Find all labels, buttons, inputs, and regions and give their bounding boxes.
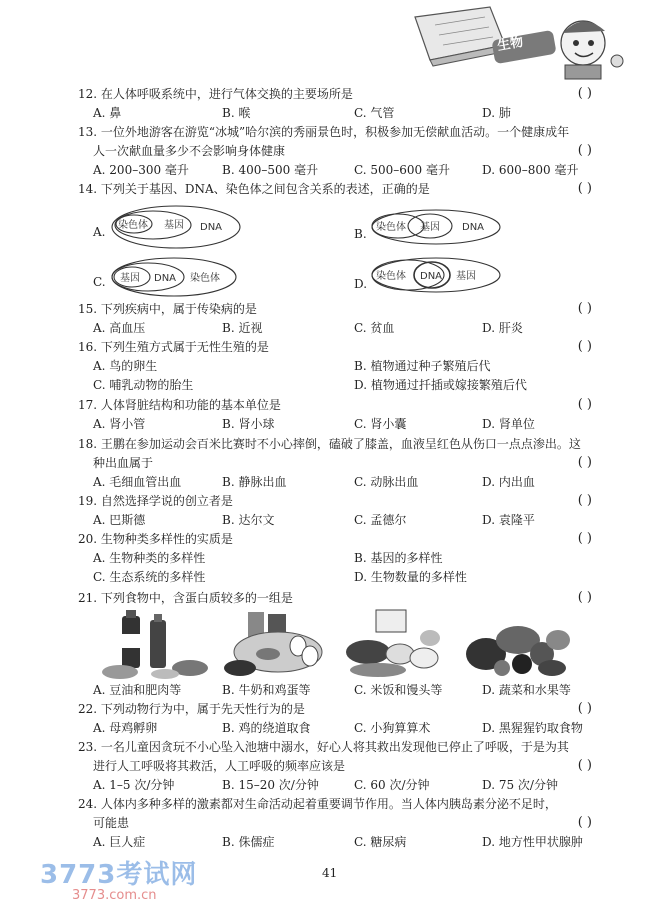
q14-diagram-c [108,255,248,301]
q13-stem-line2: 人一次献血量多少不会影响身体健康 [93,144,286,158]
q12-option-c: C. 气管 [354,106,395,120]
q17-option-d: D. 肾单位 [482,417,535,431]
q18-option-a: A. 毛细血管出血 [93,475,182,489]
q18-answer-paren: ( ) [577,455,592,470]
q13-answer-paren: ( ) [577,143,592,158]
q17-option-b: B. 肾小球 [222,417,275,431]
q19-option-c: C. 孟德尔 [354,513,407,527]
q24-option-c: C. 糖尿病 [354,835,407,849]
q16-option-b: B. 植物通过种子繁殖后代 [354,359,491,373]
q21-answer-paren: ( ) [577,590,592,605]
q21-option-a: A. 豆油和肥肉等 [93,683,182,697]
q22-option-d: D. 黑猩猩钓取食物 [482,721,583,735]
q18-stem-line2: 种出血属于 [93,456,154,470]
q22-option-c: C. 小狗算算术 [354,721,431,735]
subject-label: 生物 [496,34,525,55]
q21-option-d: D. 蔬菜和水果等 [482,683,571,697]
q23-stem-line1: 23. 一名儿童因贪玩不小心坠入池塘中溺水，好心人将其救出发现他已停止了呼吸，于是为其 [78,740,569,754]
q20-answer-paren: ( ) [577,531,592,546]
q20-option-b: B. 基因的多样性 [354,551,443,565]
q24-option-b: B. 侏儒症 [222,835,275,849]
q12-answer-paren: ( ) [577,86,592,101]
q22-option-a: A. 母鸡孵卵 [93,721,158,735]
q14-option-a: A. [93,225,106,239]
q20-stem: 20. 生物种类多样性的实质是 [78,532,233,546]
q14-a-label-chromosome: 染色体 [118,220,148,231]
q24-option-a: A. 巨人症 [93,835,146,849]
q24-answer-paren: ( ) [577,815,592,830]
q15-option-d: D. 肝炎 [482,321,523,335]
q24-stem-line1: 24. 人体内多种多样的激素都对生命活动起着重要调节作用。当人体内胰岛素分泌不足时， [78,797,557,811]
q17-stem: 17. 人体肾脏结构和功能的基本单位是 [78,398,281,412]
q14-stem: 14. 下列关于基因、DNA、染色体之间包含关系的表述，正确的是 [78,182,430,196]
q18-option-b: B. 静脉出血 [222,475,287,489]
q20-option-c: C. 生态系统的多样性 [93,570,206,584]
q15-option-b: B. 近视 [222,321,263,335]
q19-option-d: D. 袁隆平 [482,513,535,527]
q18-option-c: C. 动脉出血 [354,475,419,489]
q14-b-label-dna: DNA [462,222,485,233]
q14-d-label-gene: 基因 [456,271,476,282]
q19-answer-paren: ( ) [577,493,592,508]
q14-b-label-chromosome: 染色体 [376,222,406,233]
q18-stem-line1: 18. 王鹏在参加运动会百米比赛时不小心摔倒，磕破了膝盖，血液呈红色从伤口一点点渗出。这 [78,437,581,451]
q16-answer-paren: ( ) [577,339,592,354]
q15-stem: 15. 下列疾病中，属于传染病的是 [78,302,257,316]
q23-option-c: C. 60 次/分钟 [354,778,430,792]
q16-option-d: D. 植物通过扦插或嫁接繁殖后代 [354,378,527,392]
q13-option-a: A. 200–300 毫升 [93,163,189,177]
food-image-rice-and-buns [338,608,448,680]
q22-stem: 22. 下列动物行为中，属于先天性行为的是 [78,702,305,716]
q14-answer-paren: ( ) [577,181,592,196]
q14-diagram-b [368,208,508,248]
q13-option-b: B. 400–500 毫升 [222,163,319,177]
q14-option-c: C. [93,275,106,289]
q14-diagram-d [368,256,508,296]
food-image-oil-and-meat [100,610,210,680]
q15-option-c: C. 贫血 [354,321,395,335]
q14-d-label-chromosome: 染色体 [376,271,406,282]
q21-option-b: B. 牛奶和鸡蛋等 [222,683,311,697]
q17-option-c: C. 肾小囊 [354,417,407,431]
q23-stem-line2: 进行人工呼吸将其救活，人工呼吸的频率应该是 [93,759,346,773]
header-decoration [405,5,645,80]
food-image-vegetables-and-fruit [462,610,574,680]
q14-d-label-dna: DNA [420,271,443,282]
q23-option-d: D. 75 次/分钟 [482,778,558,792]
q15-option-a: A. 高血压 [93,321,146,335]
q12-option-a: A. 鼻 [93,106,122,120]
q12-option-d: D. 肺 [482,106,511,120]
q20-option-a: A. 生物种类的多样性 [93,551,206,565]
q23-answer-paren: ( ) [577,758,592,773]
watermark-url: 3773.com.cn [72,888,157,903]
q22-option-b: B. 鸡的绕道取食 [222,721,311,735]
q16-option-a: A. 鸟的卵生 [93,359,158,373]
q14-c-label-gene: 基因 [120,273,140,284]
q23-option-b: B. 15–20 次/分钟 [222,778,319,792]
q14-b-label-gene: 基因 [420,222,440,233]
q21-option-c: C. 米饭和馒头等 [354,683,443,697]
q16-option-c: C. 哺乳动物的胎生 [93,378,194,392]
q13-option-c: C. 500–600 毫升 [354,163,451,177]
page-number: 41 [322,866,338,880]
food-image-milk-and-eggs [218,610,328,680]
q20-option-d: D. 生物数量的多样性 [354,570,467,584]
q22-answer-paren: ( ) [577,701,592,716]
q14-option-b: B. [354,227,367,241]
q14-option-d: D. [354,277,368,291]
watermark-brand: 3773考试网 [40,860,198,890]
q19-stem: 19. 自然选择学说的创立者是 [78,494,233,508]
q13-option-d: D. 600–800 毫升 [482,163,579,177]
q13-stem-line1: 13. 一位外地游客在游览“冰城”哈尔滨的秀丽景色时，积极参加无偿献血活动。一个健康成年 [78,125,570,139]
q16-stem: 16. 下列生殖方式属于无性生殖的是 [78,340,269,354]
q12-stem: 12. 在人体呼吸系统中，进行气体交换的主要场所是 [78,87,353,101]
q23-option-a: A. 1–5 次/分钟 [93,778,175,792]
q24-stem-line2: 可能患 [93,816,130,830]
q17-option-a: A. 肾小管 [93,417,146,431]
q14-c-label-dna: DNA [154,273,177,284]
q17-answer-paren: ( ) [577,397,592,412]
q14-diagram-a [108,203,248,253]
q18-option-d: D. 内出血 [482,475,535,489]
q15-answer-paren: ( ) [577,301,592,316]
q24-option-d: D. 地方性甲状腺肿 [482,835,583,849]
q12-option-b: B. 喉 [222,106,251,120]
q14-a-label-dna: DNA [200,222,223,233]
q19-option-a: A. 巴斯德 [93,513,146,527]
q19-option-b: B. 达尔文 [222,513,275,527]
q14-c-label-chromosome: 染色体 [190,273,220,284]
book-illustration-icon [405,5,645,80]
q14-a-label-gene: 基因 [164,220,184,231]
q21-stem: 21. 下列食物中，含蛋白质较多的一组是 [78,591,293,605]
